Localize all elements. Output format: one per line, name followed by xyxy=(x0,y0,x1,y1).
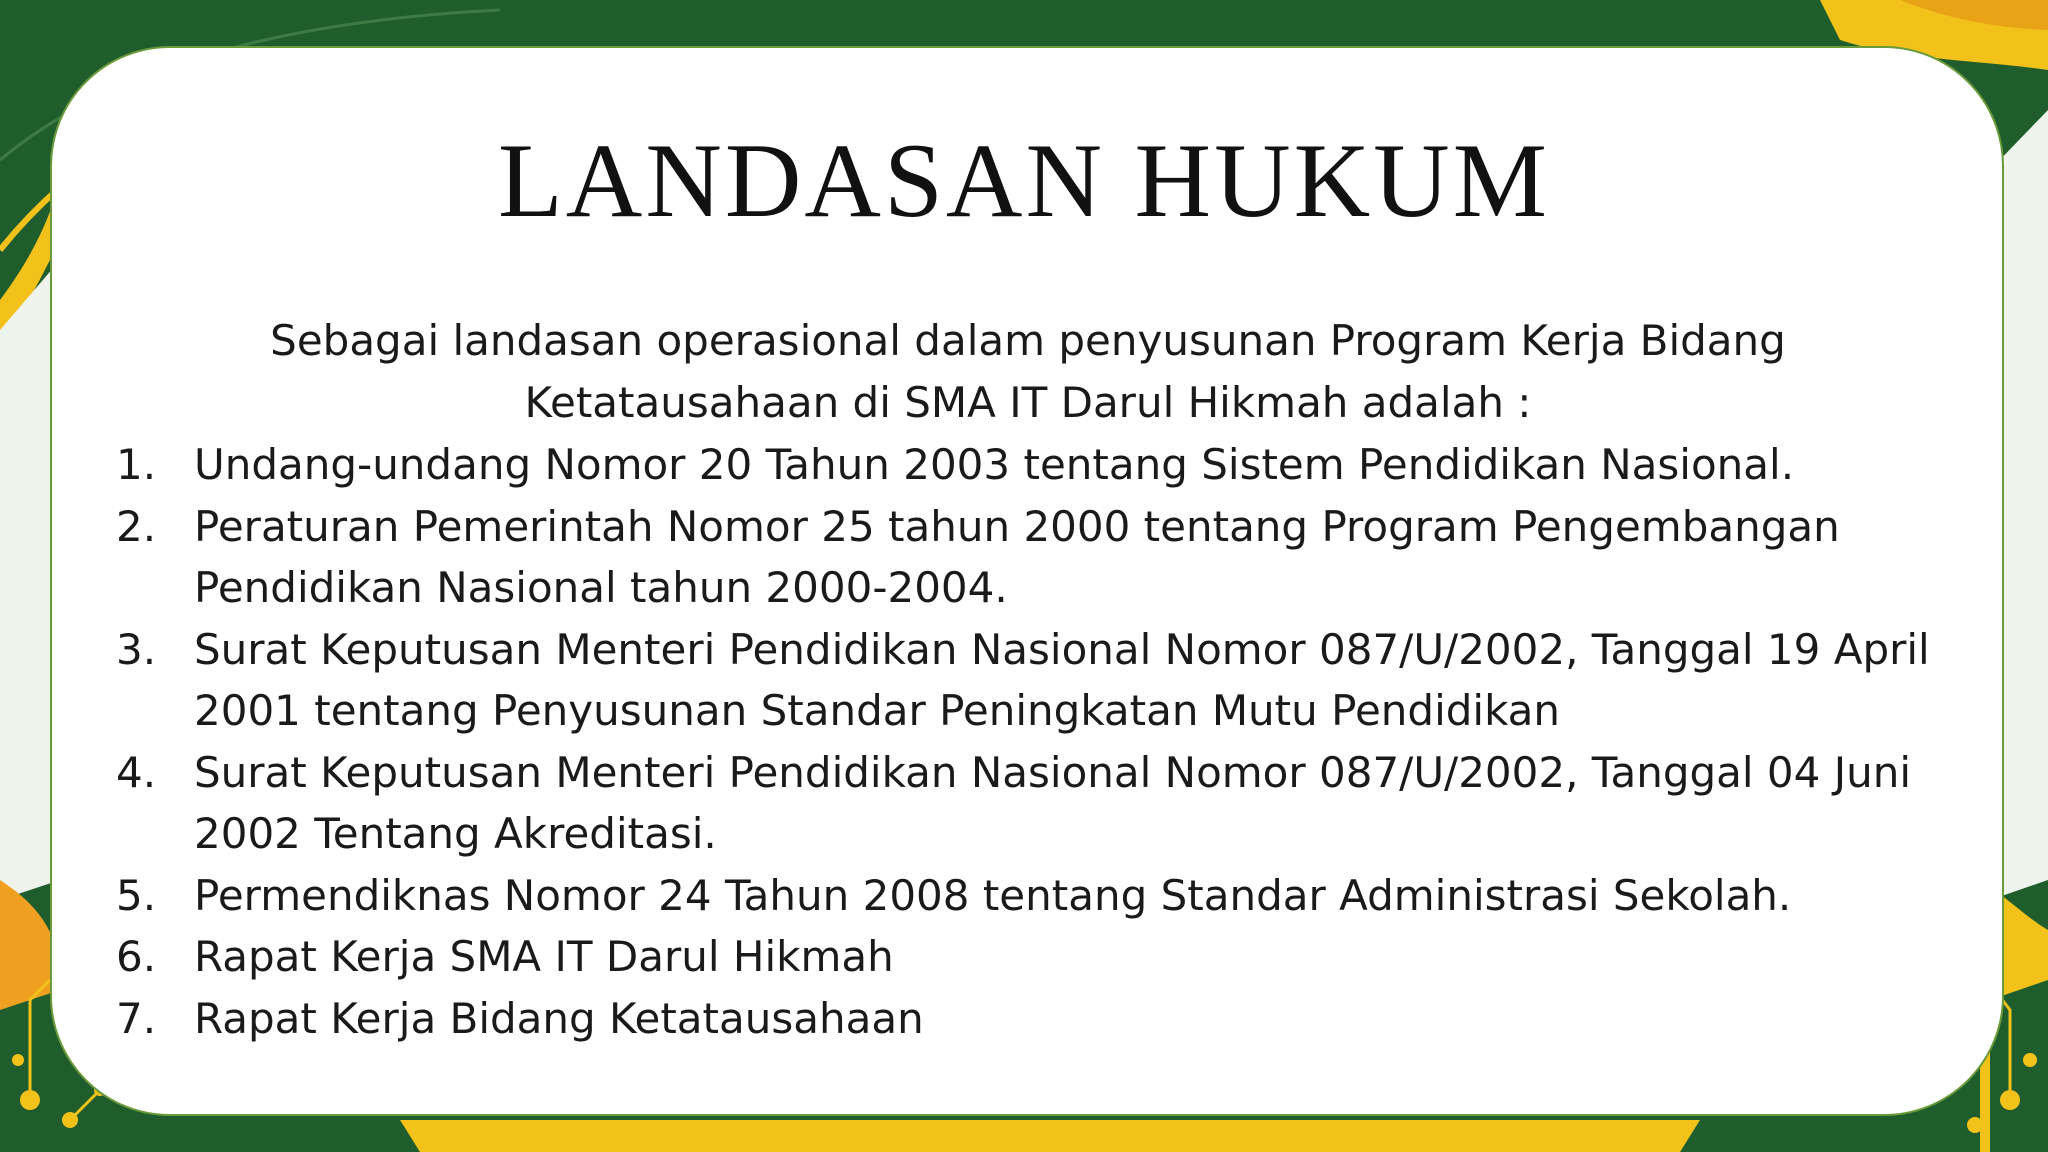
list-number: 5. xyxy=(116,870,157,920)
list-item xyxy=(116,865,1936,927)
list-item xyxy=(116,619,1936,742)
list-item xyxy=(116,496,1936,619)
list-number: 4. xyxy=(116,747,157,797)
list-number: 6. xyxy=(116,932,157,981)
list-number: 7. xyxy=(116,993,157,1043)
list-number: 2. xyxy=(116,501,157,551)
list-number: 1. xyxy=(116,440,157,489)
legal-basis-list xyxy=(116,434,1936,1049)
list-item xyxy=(116,742,1936,865)
list-text: Permendiknas Nomor 24 Tahun 2008 tentang Standar Administrasi Sekolah. xyxy=(194,870,1792,920)
list-text: Rapat Kerja SMA IT Darul Hikmah xyxy=(194,932,894,981)
list-text: Peraturan Pemerintah Nomor 25 tahun 2000 tentang Program Pengembangan Pendidikan Nasional tahun 2000-2004. xyxy=(194,501,1840,612)
list-text: Surat Keputusan Menteri Pendidikan Nasional Nomor 087/U/2002, Tanggal 19 April 2001 tentang Penyusunan Standar Peningkatan Mutu Pendidikan xyxy=(194,624,1930,735)
slide-title: LANDASAN HUKUM xyxy=(498,122,1550,239)
list-item xyxy=(116,434,1936,496)
list-number: 3. xyxy=(116,624,157,674)
list-text: Undang-undang Nomor 20 Tahun 2003 tentang Sistem Pendidikan Nasional. xyxy=(194,440,1795,489)
list-text: Surat Keputusan Menteri Pendidikan Nasional Nomor 087/U/2002, Tanggal 04 Juni 2002 Tentang Akreditasi. xyxy=(194,747,1912,858)
intro-paragraph: Sebagai landasan operasional dalam penyusunan Program Kerja Bidang Ketatausahaan di SMA IT Darul Hikmah adalah : xyxy=(270,316,1786,427)
list-item xyxy=(116,926,1936,988)
list-text: Rapat Kerja Bidang Ketatausahaan xyxy=(194,993,924,1043)
list-item xyxy=(116,988,1936,1050)
